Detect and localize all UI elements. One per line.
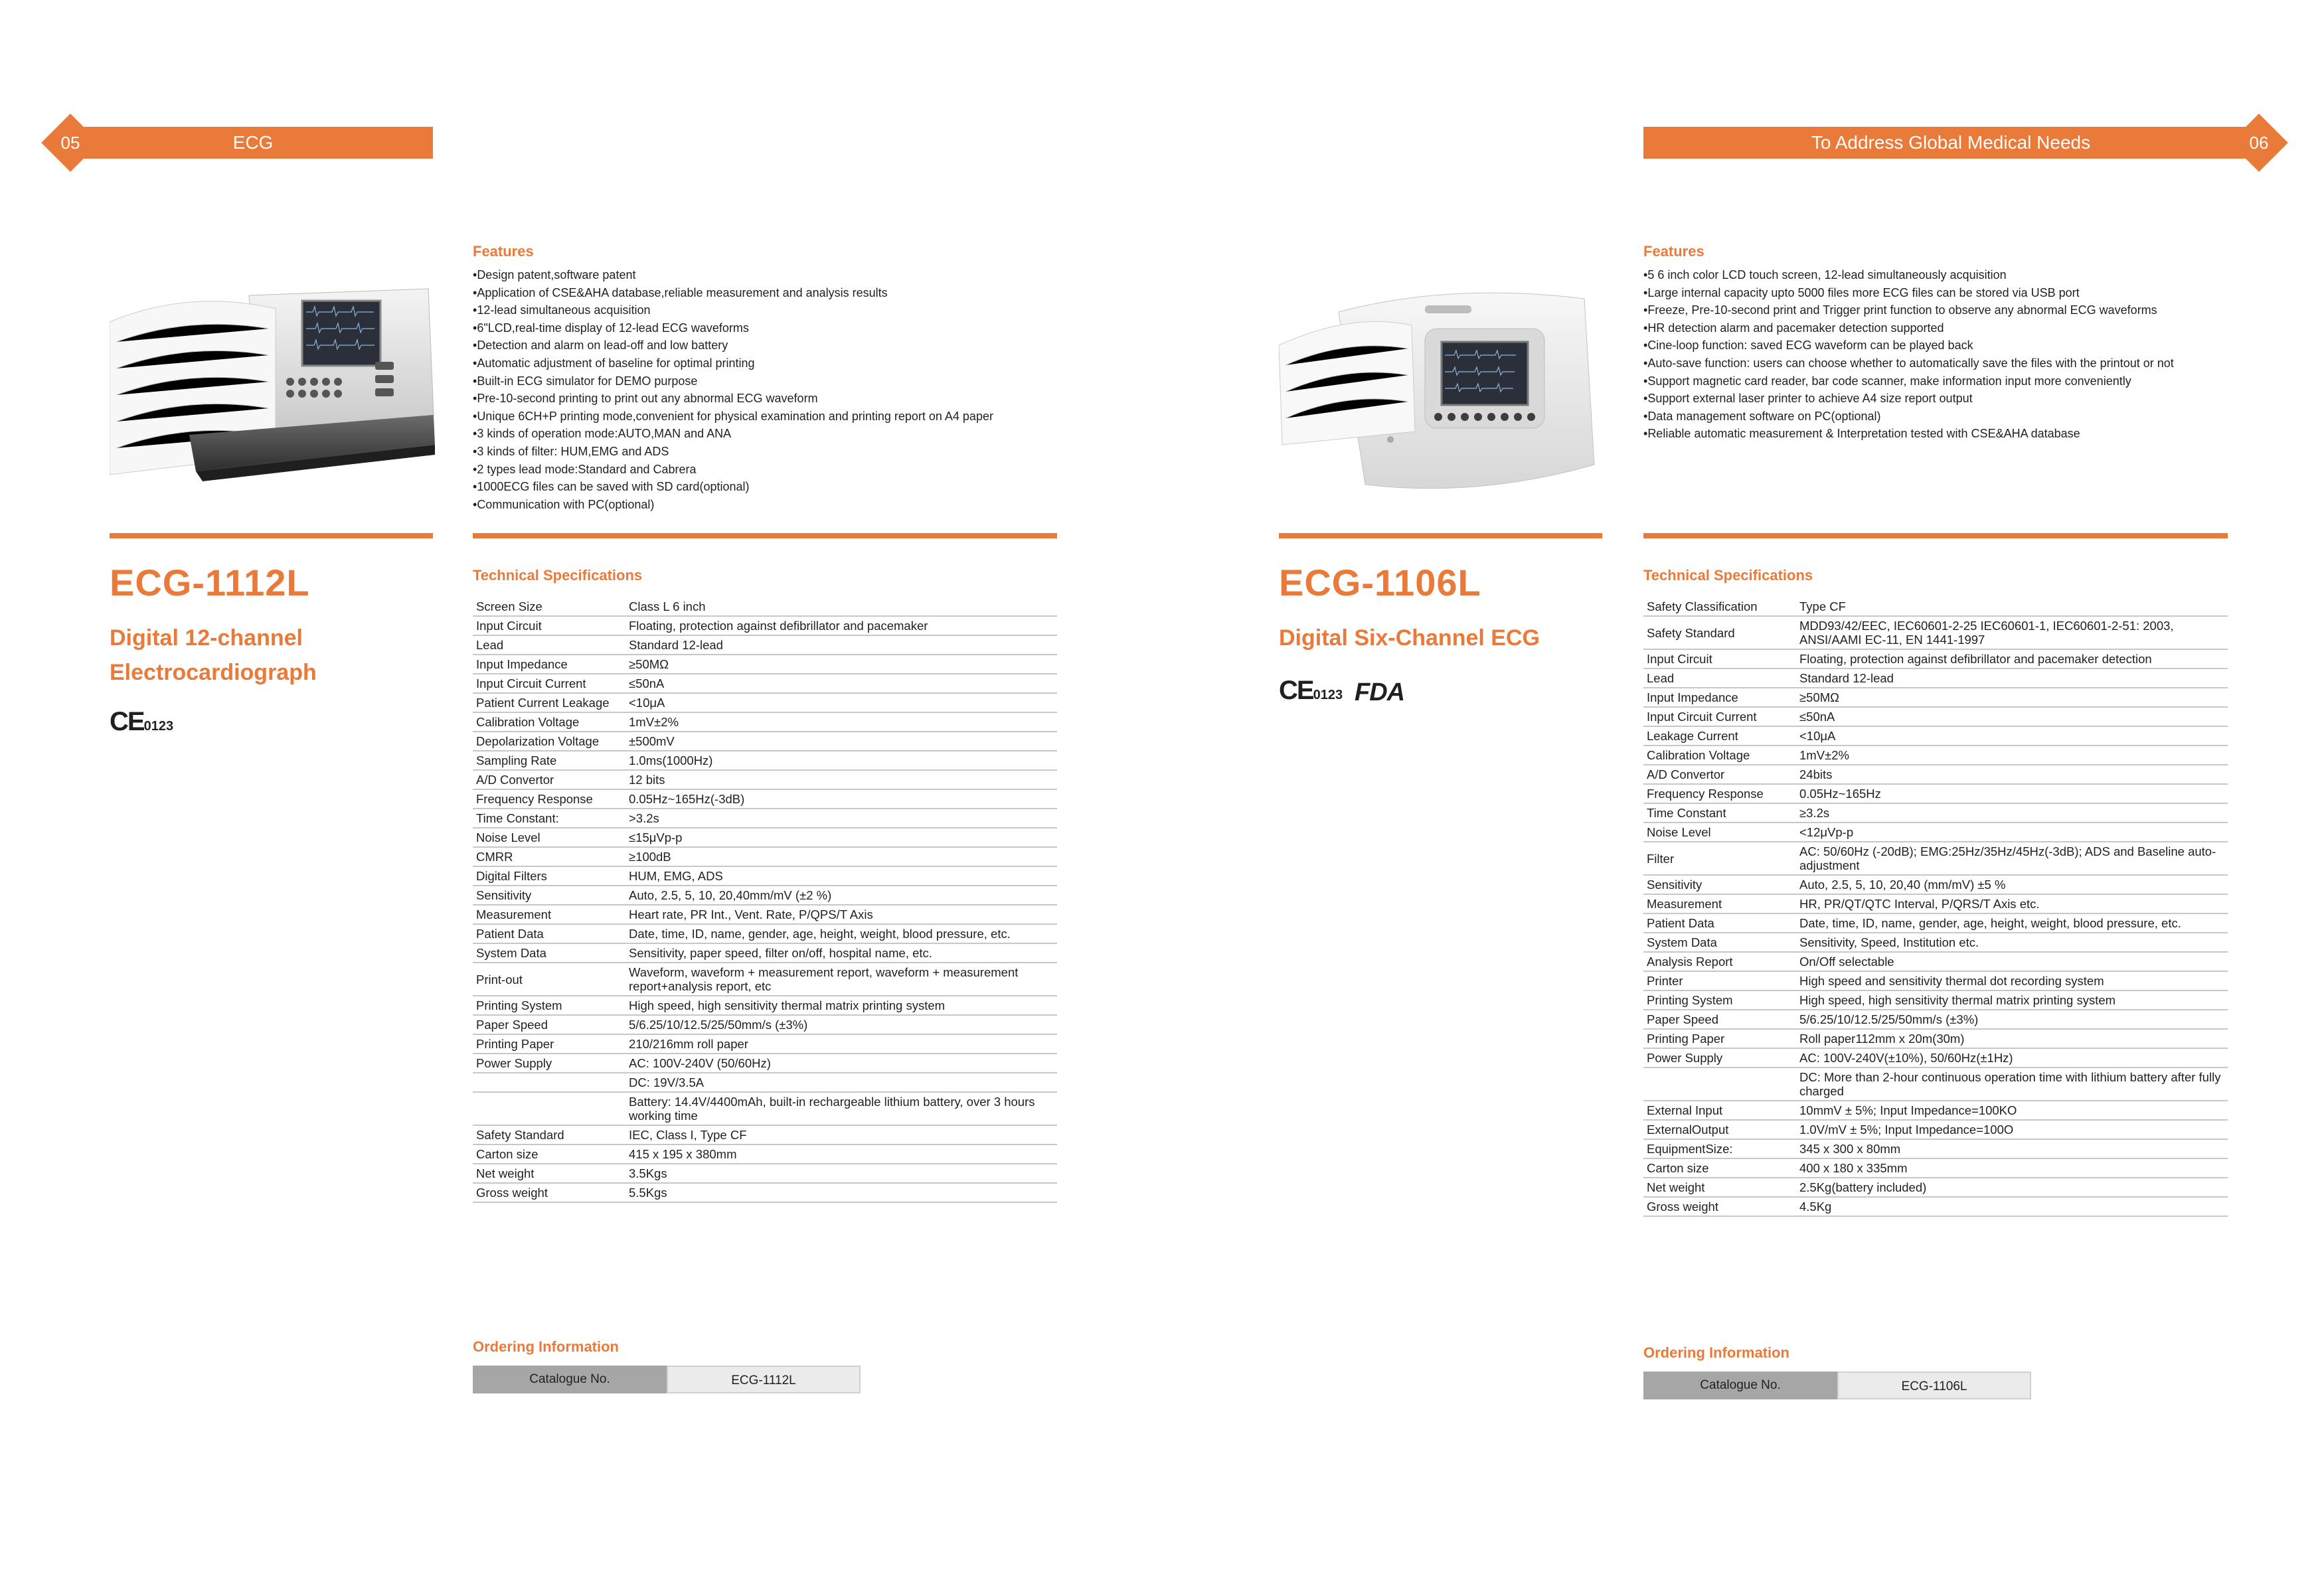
spec-row: [473, 597, 1057, 616]
right-model-subtitle: [1279, 621, 1540, 655]
spec-value: Floating, protection against defibrillator and pacemaker detection: [1796, 649, 2228, 669]
feature-item: • 12-lead simultaneous acquisition: [473, 301, 993, 319]
spec-row: [473, 1144, 1057, 1164]
spec-label: Printing Paper: [1643, 1029, 1796, 1048]
feature-item: • Unique 6CH+P printing mode,convenient for physical examination and printing report on A4 paper: [473, 408, 993, 426]
spec-value: Auto, 2.5, 5, 10, 20,40 (mm/mV) ±5 %: [1796, 875, 2228, 894]
spec-row: [1643, 823, 2228, 842]
spec-row: [473, 809, 1057, 828]
right-features-title: Features: [1643, 243, 1704, 260]
spec-row: [473, 963, 1057, 996]
spec-row: [1643, 746, 2228, 765]
feature-item: • Large internal capacity upto 5000 files more ECG files can be stored via USB port: [1643, 284, 2174, 302]
spec-row: [473, 751, 1057, 770]
ce-mark-icon: CE: [110, 707, 144, 736]
feature-item: • Auto-save function: users can choose whether to automatically save the files with the printout or not: [1643, 355, 2174, 372]
spec-row: [473, 789, 1057, 809]
spec-label: Sensitivity: [1643, 875, 1796, 894]
spec-value: 5.5Kgs: [625, 1183, 1057, 1202]
spec-value: ±500mV: [625, 732, 1057, 751]
spec-label: Sensitivity: [473, 886, 625, 905]
spec-row: [473, 635, 1057, 655]
spec-value: Class L 6 inch: [625, 597, 1057, 616]
spec-label: Time Constant: [1643, 803, 1796, 823]
left-ce-logo: [110, 707, 173, 737]
spec-label: System Data: [1643, 933, 1796, 952]
spec-value: Auto, 2.5, 5, 10, 20,40mm/mV (±2 %): [625, 886, 1057, 905]
spec-label: Lead: [1643, 669, 1796, 688]
spec-row: [473, 693, 1057, 712]
spec-label: Net weight: [1643, 1178, 1796, 1197]
feature-item: • Communication with PC(optional): [473, 496, 993, 514]
spec-value: 4.5Kg: [1796, 1197, 2228, 1216]
spec-label: A/D Convertor: [1643, 765, 1796, 784]
spec-value: ≥50MΩ: [1796, 688, 2228, 707]
feature-item: • Data management software on PC(optional): [1643, 408, 2174, 426]
spec-row: [1643, 894, 2228, 913]
spec-label: Digital Filters: [473, 866, 625, 886]
left-specs-rule: [473, 533, 1057, 538]
ce-number: 0123: [143, 719, 174, 734]
spec-value: AC: 100V-240V(±10%), 50/60Hz(±1Hz): [1796, 1048, 2228, 1067]
spec-value: <10μA: [625, 693, 1057, 712]
left-model-subtitle: [110, 621, 317, 690]
spec-row: [1643, 1101, 2228, 1120]
spec-value: 1mV±2%: [625, 712, 1057, 732]
spec-row: [1643, 990, 2228, 1010]
spec-label: Paper Speed: [473, 1015, 625, 1034]
spec-label: System Data: [473, 943, 625, 963]
spec-label: Printing System: [473, 996, 625, 1015]
spec-label: Filter: [1643, 842, 1796, 875]
spec-row: [1643, 726, 2228, 746]
spec-label: Print-out: [473, 963, 625, 996]
feature-item: • Freeze, Pre-10-second print and Trigger print function to observe any abnormal ECG waveforms: [1643, 301, 2174, 319]
spec-row: [473, 866, 1057, 886]
spec-value: Date, time, ID, name, gender, age, height, weight, blood pressure, etc.: [625, 924, 1057, 943]
spec-value: DC: More than 2-hour continuous operation time with lithium battery after fully charged: [1796, 1067, 2228, 1101]
spec-value: ≤50nA: [625, 674, 1057, 693]
spec-label: External Input: [1643, 1101, 1796, 1120]
spec-row: [1643, 1178, 2228, 1197]
spec-label: Input Impedance: [1643, 688, 1796, 707]
left-page-number: 05: [60, 133, 80, 153]
spec-value: 210/216mm roll paper: [625, 1034, 1057, 1054]
spec-label: Safety Standard: [473, 1125, 625, 1144]
ecg-1112l-device-image: [110, 282, 435, 488]
spec-label: Measurement: [1643, 894, 1796, 913]
spec-value: High speed, high sensitivity thermal matrix printing system: [625, 996, 1057, 1015]
spec-row: [1643, 616, 2228, 649]
left-header-title: ECG: [232, 132, 274, 153]
feature-item: • Reliable automatic measurement & Interpretation tested with CSE&AHA database: [1643, 425, 2174, 443]
spec-value: <12μVp-p: [1796, 823, 2228, 842]
spec-value: AC: 100V-240V (50/60Hz): [625, 1054, 1057, 1073]
spec-label: Analysis Report: [1643, 952, 1796, 971]
ecg-1106l-device-image: [1279, 285, 1604, 518]
spec-label: Sampling Rate: [473, 751, 625, 770]
spec-value: Date, time, ID, name, gender, age, height, weight, blood pressure, etc.: [1796, 913, 2228, 933]
spec-label: Safety Classification: [1643, 597, 1796, 616]
spec-value: Type CF: [1796, 597, 2228, 616]
spec-label: Carton size: [473, 1144, 625, 1164]
spec-label: Input Impedance: [473, 655, 625, 674]
spec-value: Floating, protection against defibrillator and pacemaker: [625, 616, 1057, 635]
right-model-rule: [1279, 533, 1602, 538]
spec-label: Measurement: [473, 905, 625, 924]
spec-label: Lead: [473, 635, 625, 655]
spec-row: [1643, 688, 2228, 707]
feature-item: • HR detection alarm and pacemaker detection supported: [1643, 319, 2174, 337]
spec-label: Gross weight: [473, 1183, 625, 1202]
spec-value: 5/6.25/10/12.5/25/50mm/s (±3%): [1796, 1010, 2228, 1029]
spec-row: [1643, 1158, 2228, 1178]
spec-value: Standard 12-lead: [1796, 669, 2228, 688]
spec-row: [1643, 649, 2228, 669]
spec-label: Input Circuit: [1643, 649, 1796, 669]
feature-item: • 2 types lead mode:Standard and Cabrera: [473, 461, 993, 479]
feature-item: • Detection and alarm on lead-off and low battery: [473, 337, 993, 355]
spec-value: 5/6.25/10/12.5/25/50mm/s (±3%): [625, 1015, 1057, 1034]
spec-value: <10μA: [1796, 726, 2228, 746]
spec-label: [1643, 1067, 1796, 1101]
spec-row: [1643, 707, 2228, 726]
fda-logo: FDA: [1355, 678, 1405, 706]
spec-value: 3.5Kgs: [625, 1164, 1057, 1183]
spec-label: Input Circuit: [473, 616, 625, 635]
feature-item: • 3 kinds of operation mode:AUTO,MAN and ANA: [473, 425, 993, 443]
spec-value: Standard 12-lead: [625, 635, 1057, 655]
spec-row: [1643, 765, 2228, 784]
spec-value: On/Off selectable: [1796, 952, 2228, 971]
feature-item: • 5 6 inch color LCD touch screen, 12-lead simultaneously acquisition: [1643, 266, 2174, 284]
spec-label: Calibration Voltage: [1643, 746, 1796, 765]
spec-row: [473, 996, 1057, 1015]
spec-value: 1.0V/mV ± 5%; Input Impedance=100O: [1796, 1120, 2228, 1139]
right-ordering-title: Ordering Information: [1643, 1344, 1789, 1361]
spec-row: [1643, 933, 2228, 952]
left-model-rule: [110, 533, 433, 538]
spec-value: 1.0ms(1000Hz): [625, 751, 1057, 770]
spec-value: IEC, Class I, Type CF: [625, 1125, 1057, 1144]
feature-item: • 6"LCD,real-time display of 12-lead ECG waveforms: [473, 319, 993, 337]
spec-label: Printing Paper: [473, 1034, 625, 1054]
spec-value: Roll paper112mm x 20m(30m): [1796, 1029, 2228, 1048]
ce-mark-icon: CE: [1279, 676, 1313, 705]
spec-label: Input Circuit Current: [1643, 707, 1796, 726]
right-catalogue-label: Catalogue No.: [1643, 1372, 1837, 1399]
spec-value: 415 x 195 x 380mm: [625, 1144, 1057, 1164]
spec-row: [1643, 1197, 2228, 1216]
spec-label: CMRR: [473, 847, 625, 866]
spec-label: Frequency Response: [1643, 784, 1796, 803]
spec-label: Gross weight: [1643, 1197, 1796, 1216]
spec-row: [473, 828, 1057, 847]
feature-item: • Support magnetic card reader, bar code scanner, make information input more conveniently: [1643, 372, 2174, 390]
spec-row: [1643, 1010, 2228, 1029]
feature-item: • Pre-10-second printing to print out any abnormal ECG waveform: [473, 390, 993, 408]
spec-value: AC: 50/60Hz (-20dB); EMG:25Hz/35Hz/45Hz(-3dB); ADS and Baseline auto-adjustment: [1796, 842, 2228, 875]
spec-label: Printing System: [1643, 990, 1796, 1010]
spec-row: [473, 1092, 1057, 1125]
left-model-name: ECG-1112L: [110, 562, 310, 603]
spec-label: Depolarization Voltage: [473, 732, 625, 751]
spec-value: High speed and sensitivity thermal dot recording system: [1796, 971, 2228, 990]
spec-value: 24bits: [1796, 765, 2228, 784]
spec-label: Power Supply: [1643, 1048, 1796, 1067]
spec-row: [473, 905, 1057, 924]
right-spec-table: [1643, 597, 2228, 1217]
left-tech-title: Technical Specifications: [473, 567, 643, 584]
feature-item: • Design patent,software patent: [473, 266, 993, 284]
spec-value: MDD93/42/EEC, IEC60601-2-25 IEC60601-1, IEC60601-2-51: 2003, ANSI/AAMI EC-11, EN 1441-1997: [1796, 616, 2228, 649]
left-features-title: Features: [473, 243, 534, 260]
spec-label: Net weight: [473, 1164, 625, 1183]
spec-row: [473, 616, 1057, 635]
right-header-bar: [1643, 127, 2258, 159]
spec-label: Paper Speed: [1643, 1010, 1796, 1029]
spec-row: [1643, 669, 2228, 688]
spec-row: [473, 1034, 1057, 1054]
spec-label: Patient Data: [473, 924, 625, 943]
spec-row: [1643, 1120, 2228, 1139]
spec-row: [473, 732, 1057, 751]
spec-value: 345 x 300 x 80mm: [1796, 1139, 2228, 1158]
spec-value: HUM, EMG, ADS: [625, 866, 1057, 886]
spec-value: Waveform, waveform + measurement report, waveform + measurement report+analysis report, etc: [625, 963, 1057, 996]
spec-value: 400 x 180 x 335mm: [1796, 1158, 2228, 1178]
spec-row: [1643, 1048, 2228, 1067]
spec-value: ≥3.2s: [1796, 803, 2228, 823]
spec-row: [473, 1054, 1057, 1073]
spec-label: [473, 1073, 625, 1092]
spec-row: [1643, 1139, 2228, 1158]
spec-row: [473, 674, 1057, 693]
feature-item: • Automatic adjustment of baseline for optimal printing: [473, 355, 993, 372]
spec-label: Patient Current Leakage: [473, 693, 625, 712]
spec-row: [1643, 597, 2228, 616]
spec-row: [473, 1183, 1057, 1202]
right-ordering-table: [1643, 1372, 2031, 1399]
spec-label: Safety Standard: [1643, 616, 1796, 649]
spec-row: [1643, 803, 2228, 823]
spec-row: [473, 712, 1057, 732]
spec-value: ≤50nA: [1796, 707, 2228, 726]
spec-row: [1643, 875, 2228, 894]
spec-label: Frequency Response: [473, 789, 625, 809]
right-subtitle-line-1: Digital Six-Channel ECG: [1279, 625, 1540, 651]
left-catalogue-label: Catalogue No.: [473, 1366, 667, 1393]
spec-value: Sensitivity, Speed, Institution etc.: [1796, 933, 2228, 952]
spec-value: ≥100dB: [625, 847, 1057, 866]
spec-label: Time Constant:: [473, 809, 625, 828]
spec-value: ≤15μVp-p: [625, 828, 1057, 847]
spec-label: Calibration Voltage: [473, 712, 625, 732]
spec-label: Power Supply: [473, 1054, 625, 1073]
right-specs-rule: [1643, 533, 2228, 538]
left-subtitle-line-1: Digital 12-channel: [110, 625, 303, 651]
spec-value: 0.05Hz~165Hz(-3dB): [625, 789, 1057, 809]
left-header-bar: [73, 127, 433, 159]
spec-row: [1643, 952, 2228, 971]
spec-row: [1643, 1067, 2228, 1101]
spec-value: Heart rate, PR Int., Vent. Rate, P/QPS/T Axis: [625, 905, 1057, 924]
right-page-number: 06: [2249, 133, 2269, 153]
spec-row: [473, 770, 1057, 789]
left-ordering-title: Ordering Information: [473, 1338, 619, 1355]
spec-row: [1643, 842, 2228, 875]
spec-label: Noise Level: [1643, 823, 1796, 842]
right-features-list: [1643, 266, 2174, 443]
feature-item: • Application of CSE&AHA database,reliable measurement and analysis results: [473, 284, 993, 302]
spec-row: [473, 1164, 1057, 1183]
spec-row: [473, 943, 1057, 963]
feature-item: • Cine-loop function: saved ECG waveform can be played back: [1643, 337, 2174, 355]
spec-label: [473, 1092, 625, 1125]
spec-value: 1mV±2%: [1796, 746, 2228, 765]
spec-value: Battery: 14.4V/4400mAh, built-in rechargeable lithium battery, over 3 hours working time: [625, 1092, 1057, 1125]
ce-number: 0123: [1313, 688, 1343, 702]
spec-label: Carton size: [1643, 1158, 1796, 1178]
spec-value: HR, PR/QT/QTC Interval, P/QRS/T Axis etc.: [1796, 894, 2228, 913]
spec-row: [473, 655, 1057, 674]
left-features-list: [473, 266, 993, 513]
spec-label: Patient Data: [1643, 913, 1796, 933]
spec-label: Input Circuit Current: [473, 674, 625, 693]
spec-row: [473, 847, 1057, 866]
spec-value: Sensitivity, paper speed, filter on/off, hospital name, etc.: [625, 943, 1057, 963]
spec-label: Leakage Current: [1643, 726, 1796, 746]
spec-value: High speed, high sensitivity thermal matrix printing system: [1796, 990, 2228, 1010]
right-catalogue-value: ECG-1106L: [1837, 1372, 2031, 1399]
spec-label: Screen Size: [473, 597, 625, 616]
right-tech-title: Technical Specifications: [1643, 567, 1813, 584]
feature-item: • 1000ECG files can be saved with SD card(optional): [473, 478, 993, 496]
spec-value: 0.05Hz~165Hz: [1796, 784, 2228, 803]
feature-item: • Built-in ECG simulator for DEMO purpose: [473, 372, 993, 390]
spec-label: Noise Level: [473, 828, 625, 847]
spec-value: 10mmV ± 5%; Input Impedance=100KO: [1796, 1101, 2228, 1120]
right-ce-logo: [1279, 676, 1343, 706]
spec-row: [473, 924, 1057, 943]
spec-label: ExternalOutput: [1643, 1120, 1796, 1139]
feature-item: • 3 kinds of filter: HUM,EMG and ADS: [473, 443, 993, 461]
spec-value: 12 bits: [625, 770, 1057, 789]
spec-row: [473, 1125, 1057, 1144]
left-subtitle-line-2: Electrocardiograph: [110, 660, 317, 685]
feature-item: • Support external laser printer to achieve A4 size report output: [1643, 390, 2174, 408]
spec-row: [1643, 971, 2228, 990]
spec-row: [1643, 784, 2228, 803]
spec-value: >3.2s: [625, 809, 1057, 828]
spec-label: Printer: [1643, 971, 1796, 990]
spec-row: [1643, 1029, 2228, 1048]
spec-value: 2.5Kg(battery included): [1796, 1178, 2228, 1197]
spec-value: DC: 19V/3.5A: [625, 1073, 1057, 1092]
left-catalogue-value: ECG-1112L: [667, 1366, 861, 1393]
left-spec-table: [473, 597, 1057, 1203]
spec-row: [473, 886, 1057, 905]
spec-value: ≥50MΩ: [625, 655, 1057, 674]
spec-label: EquipmentSize:: [1643, 1139, 1796, 1158]
spec-label: A/D Convertor: [473, 770, 625, 789]
left-ordering-table: [473, 1366, 861, 1393]
spec-row: [1643, 913, 2228, 933]
right-model-name: ECG-1106L: [1279, 562, 1481, 603]
right-header-title: To Address Global Medical Needs: [1811, 132, 2091, 153]
spec-row: [473, 1073, 1057, 1092]
spec-row: [473, 1015, 1057, 1034]
